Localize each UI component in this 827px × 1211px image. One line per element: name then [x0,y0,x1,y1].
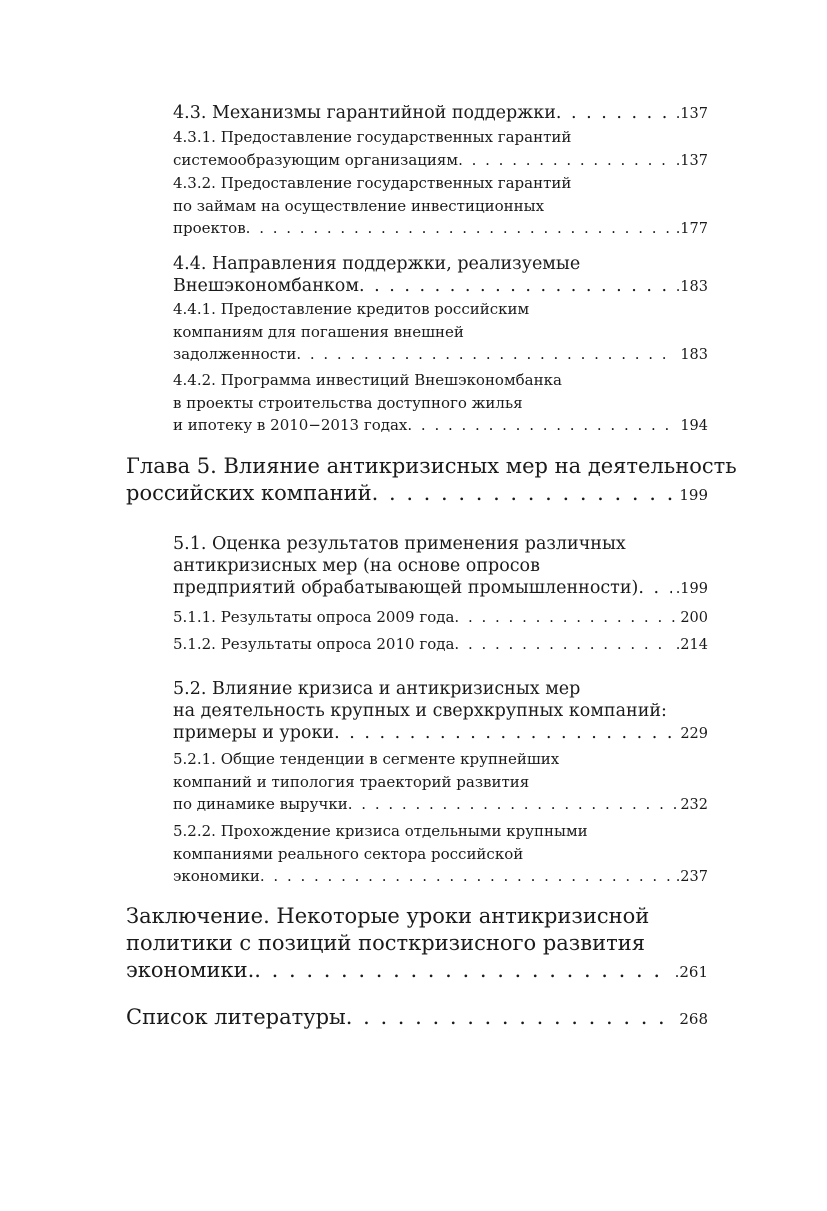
toc-entry-title: 5.2. Влияние кризиса и антикризисных мер [173,679,581,699]
toc-entry-title: в проекты строительства доступного жилья [173,393,523,412]
toc-entry-5-2-2 [173,820,708,889]
toc-entry-title: экономики. [126,958,255,982]
toc-entry-title: 4.3.2. Предоставление государственных гарантий [173,174,572,192]
toc-entry-4-3-1 [173,126,708,172]
toc-entry-5-2-1 [173,748,708,817]
toc-entry-title: примеры и уроки [173,723,335,743]
leader-dots [454,633,671,656]
toc-entry-title: российских компаний [126,481,372,505]
toc-entry-title: 4.4.1. Предоставление кредитов российским [173,300,530,318]
toc-entry-title: предприятий обрабатывающей промышленности) [173,578,639,598]
toc-chapter-5 [126,453,737,509]
toc-entry-title: 5.2.2. Прохождение кризиса отдельными крупными [173,822,588,840]
page-number: 268 [679,1010,708,1028]
toc-entry-5-2 [173,678,708,745]
toc-entry-4-3 [173,102,708,125]
page-number: .261 [674,963,708,981]
toc-entry-title: 4.4.2. Программа инвестиций Внешэкономбанка [173,371,562,389]
page-number: 200 [680,610,708,626]
toc-entry-title: 4.4. Направления поддержки, реализуемые [173,254,581,274]
toc-entry-title: 4.3.1. Предоставление государственных гарантий [173,128,572,146]
leader-dots [458,149,672,172]
page-number: .199 [675,581,708,597]
leader-dots [638,577,671,599]
page-number: 194 [680,418,708,434]
page-number: 232 [680,797,708,813]
leader-dots [359,275,672,297]
toc-entry-title: 5.1. Оценка результатов применения различных [173,534,626,554]
page-number: 199 [679,486,708,504]
toc-entry-title: и ипотеку в 2010−2013 годах [173,416,408,434]
leader-dots [260,865,672,888]
toc-entry-title: 4.3. Механизмы гарантийной поддержки [173,103,556,123]
toc-entry-title: компаниям для погашения внешней [173,322,464,341]
page-number: .183 [675,279,708,295]
toc-entry-5-1 [173,533,708,600]
toc-entry-5-1-1 [173,606,708,630]
page-number: 229 [680,726,708,742]
leader-dots [334,722,676,744]
toc-entry-title: задолженности [173,345,297,363]
toc-entry-4-3-2 [173,172,708,241]
toc-entry-title: компаний и типология траекторий развития [173,772,530,791]
leader-dots [254,957,670,984]
leader-dots [296,343,676,366]
leader-dots [407,414,676,437]
toc-entry-title: 5.2.1. Общие тенденции в сегменте крупнейших [173,750,560,768]
toc-entry-title: политики с позиций посткризисного развития [126,931,645,955]
page-number: .177 [675,221,708,237]
toc-entry-title: по займам на осуществление инвестиционных [173,196,545,215]
toc-entry-title: экономики [173,867,260,885]
toc-entry-title: антикризисных мер (на основе опросов [173,556,540,576]
toc-entry-title: Список литературы [126,1005,346,1029]
toc-entry-4-4 [173,253,708,298]
leader-dots [348,793,677,816]
toc-entry-title: системообразующим организациям [173,150,459,169]
toc-entry-title: на деятельность крупных и сверхкрупных компаний: [173,701,667,721]
toc-entry-title: по динамике выручки [173,795,348,813]
toc-entry-title: компаниями реального сектора российской [173,844,524,863]
page-number: .237 [675,869,708,885]
toc-conclusion [126,903,708,986]
toc-entry-title: Заключение. Некоторые уроки антикризисной [126,904,650,928]
leader-dots [556,102,672,124]
toc-entry-title: 5.1.2. Результаты опроса 2010 года [173,635,455,653]
toc-entry-5-1-2 [173,633,708,657]
toc-entry-title: Глава 5. Влияние антикризисных мер на деятельность [126,454,737,478]
toc-entry-title: проектов [173,219,246,237]
leader-dots [454,606,676,629]
toc-entry-4-4-2 [173,369,708,438]
leader-dots [346,1004,676,1031]
page-number: 183 [680,347,708,363]
toc-entry-title: 5.1.1. Результаты опроса 2009 года [173,608,455,626]
toc-bibliography [126,1004,708,1033]
leader-dots [246,217,672,240]
page-number: .137 [675,106,708,122]
toc-entry-4-4-1 [173,298,708,367]
toc-entry-title: Внешэкономбанком [173,276,359,296]
page-number: .214 [675,637,708,653]
leader-dots [372,480,676,507]
page-number: .137 [675,152,708,169]
